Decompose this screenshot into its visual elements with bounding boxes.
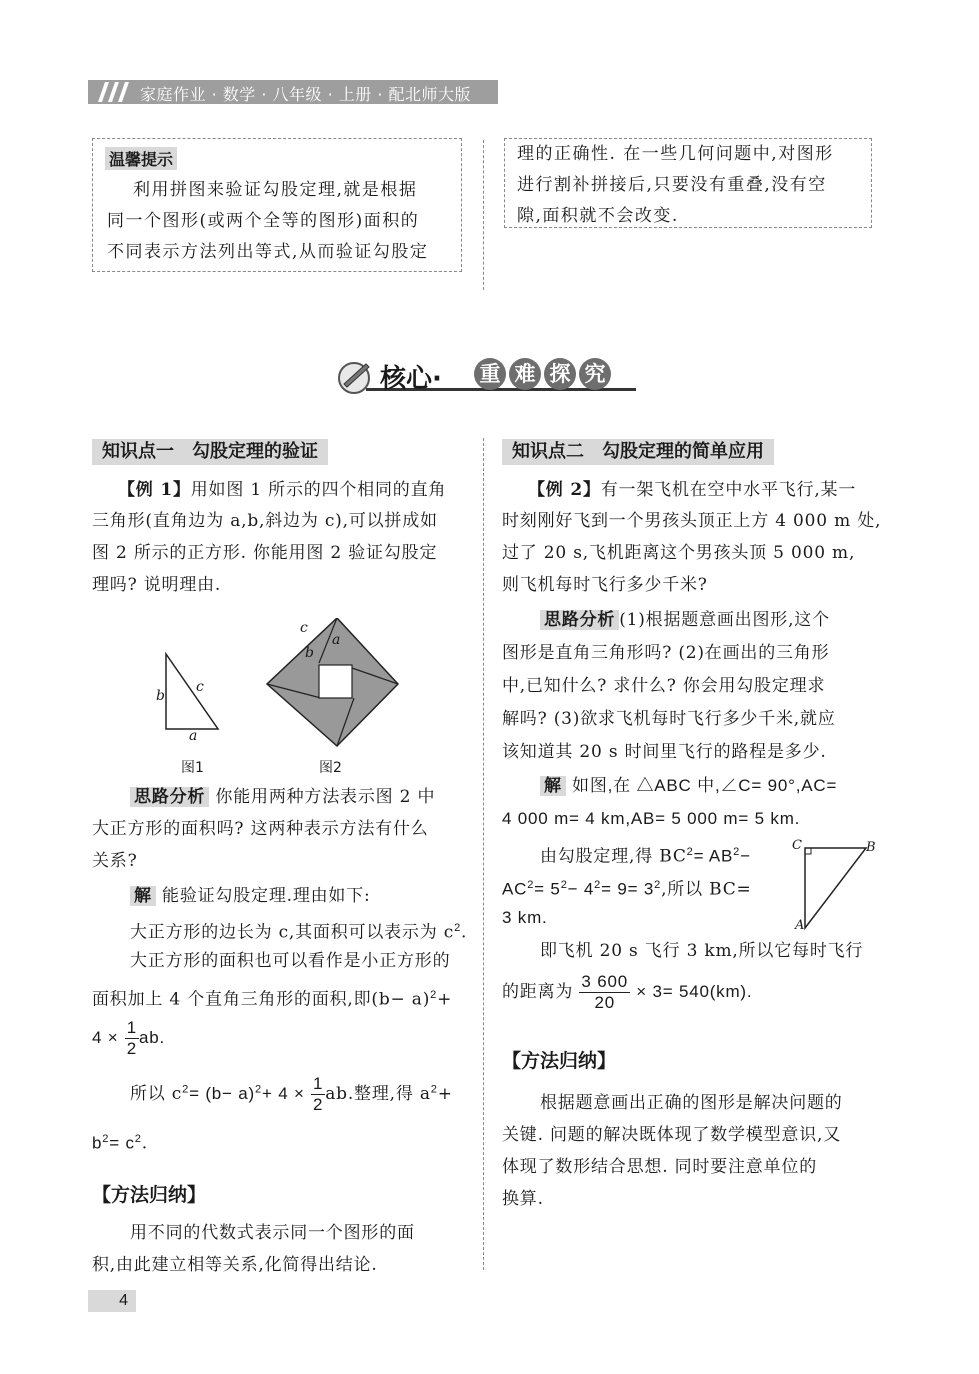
tip-box-left	[92, 138, 462, 272]
solution2-line: 4 000 m= 4 km,AB= 5 000 m= 5 km.	[502, 809, 801, 828]
method2-line: 体现了数形结合思想. 同时要注意单位的	[502, 1157, 818, 1177]
solution2-line: 的距离为 $\frac{3 600}{20}$ × 3= 540(km).	[502, 972, 753, 1012]
method2-line: 换算.	[502, 1189, 544, 1209]
fig2-caption: 图2	[319, 760, 342, 776]
solution1-line: 面积加上 4 个直角三角形的面积,即$(b- a)^2+$	[92, 989, 453, 1010]
method1-title: 【方法归纳】	[92, 1184, 207, 1206]
column-divider	[483, 438, 484, 1270]
solution1-line: 4 × $\frac{1}{2}$ ab.	[92, 1018, 166, 1058]
figures-1-2	[140, 618, 420, 778]
method2-title: 【方法归纳】	[502, 1050, 617, 1072]
analysis2-line: 该知道其 20 s 时间里飞行的路程是多少.	[502, 742, 827, 762]
example1-line: 图 2 所示的正方形. 你能用图 2 验证勾股定	[92, 543, 438, 563]
analysis2-line: 图形是直角三角形吗? (2)在画出的三角形	[502, 643, 830, 663]
analysis1-line: 思路分析 你能用两种方法表示图 2 中	[130, 782, 435, 813]
banner-char: 探	[544, 358, 576, 390]
banner-title: 核心·	[380, 364, 442, 394]
fig2-label-b: b	[305, 645, 314, 661]
tri-label-b: B	[866, 840, 876, 855]
tri-label-a: A	[795, 918, 805, 933]
banner-char: 重	[474, 358, 506, 390]
tip-title: 温馨提示	[105, 147, 177, 170]
header-title: 家庭作业 · 数学 · 八年级 · 上册 · 配北师大版	[140, 85, 472, 104]
solution2-line: 解 如图,在 △ABC 中,∠C= 90°,AC=	[540, 770, 837, 802]
tip-box-right	[504, 138, 872, 228]
tip-line: 不同表示方法列出等式,从而验证勾股定	[107, 242, 429, 262]
fraction-half: $\frac{1}{2}$	[312, 1074, 324, 1114]
example2-line: 【例 2】有一架飞机在空中水平飞行,某一	[528, 480, 857, 500]
method1-line: 用不同的代数式表示同一个图形的面	[130, 1223, 415, 1243]
running-header	[88, 80, 498, 104]
fig1-label-b: b	[156, 688, 165, 704]
fig1-triangle	[166, 654, 218, 729]
solution2-line: $AC^2= 5^2- 4^2= 9= 3^2$,所以 BC=	[502, 879, 752, 900]
example1-line: 理吗? 说明理由.	[92, 575, 222, 595]
banner-char: 究	[579, 358, 611, 390]
slashes-icon	[92, 81, 132, 103]
tip-line: 同一个图形(或两个全等的图形)面积的	[107, 211, 420, 231]
solution1-line: 所以 $c^2= (b- a)^2+ 4$ × $\frac{1}{2}$ ab.整理,得 $a^2+$	[130, 1074, 453, 1114]
fraction-half: $\frac{1}{2}$	[126, 1018, 137, 1058]
example1-line: 【例 1】用如图 1 所示的四个相同的直角	[118, 480, 447, 500]
fig2-label-c: c	[300, 620, 308, 636]
solution2-line: 即飞机 20 s 飞行 3 km,所以它每时飞行	[540, 941, 864, 961]
fraction-3600-20: $\frac{3 600}{20}$	[581, 972, 628, 1012]
analysis2-line: 中,已知什么? 求什么? 你会用勾股定理求	[502, 676, 826, 696]
tip-line: 理的正确性. 在一些几何问题中,对图形	[517, 144, 834, 164]
example1-line: 三角形(直角边为 a,b,斜边为 c),可以拼成如	[92, 511, 438, 531]
method2-line: 关键. 问题的解决既体现了数学模型意识,又	[502, 1125, 842, 1145]
example2-line: 过了 20 s,飞机距离这个男孩头顶 5 000 m,	[502, 543, 856, 563]
solution1-line: 大正方形的面积也可以看作是小正方形的	[130, 951, 451, 971]
solution2-line: 3 km.	[502, 908, 548, 927]
fig1-caption: 图1	[181, 760, 204, 776]
solution2-line: 由勾股定理,得 $BC^2= AB^2-$	[540, 846, 751, 867]
method1-line: 积,由此建立相等关系,化简得出结论.	[92, 1255, 378, 1275]
method2-line: 根据题意画出正确的图形是解决问题的	[540, 1093, 843, 1113]
solution1-line: $b^2= c^2$.	[92, 1133, 148, 1154]
tip-line: 隙,面积就不会改变.	[517, 206, 679, 226]
tip-line: 进行割补拼接后,只要没有重叠,没有空	[517, 175, 827, 195]
tri-label-c: C	[792, 838, 802, 853]
example2-line: 时刻刚好飞到一个男孩头顶正上方 4 000 m 处,	[502, 511, 882, 531]
tip-line: 利用拼图来验证勾股定理,就是根据	[133, 180, 418, 200]
analysis2-line: 思路分析 (1)根据题意画出图形,这个	[540, 605, 830, 636]
solution1-line: 大正方形的边长为 c,其面积可以表示为 $c^2$.	[130, 922, 468, 943]
analysis2-line: 解吗? (3)欲求飞机每时飞行多少千米,就应	[502, 709, 836, 729]
kp1-heading: 知识点一 勾股定理的验证	[92, 439, 328, 465]
page-number: 4	[88, 1290, 136, 1312]
analysis1-line: 大正方形的面积吗? 这两种表示方法有什么	[92, 819, 429, 839]
fig2-label-a: a	[332, 632, 341, 648]
fig1-label-a: a	[189, 728, 198, 744]
kp2-heading: 知识点二 勾股定理的简单应用	[502, 439, 774, 465]
fig1-label-c: c	[196, 679, 204, 695]
column-divider	[483, 140, 484, 290]
banner-char: 难	[509, 358, 541, 390]
solution1-line: 解 能验证勾股定理.理由如下:	[130, 881, 371, 912]
example2-line: 则飞机每时飞行多少千米?	[502, 575, 708, 595]
fig2-inner-square	[319, 665, 352, 698]
analysis1-line: 关系?	[92, 851, 138, 871]
section-banner	[336, 352, 636, 400]
